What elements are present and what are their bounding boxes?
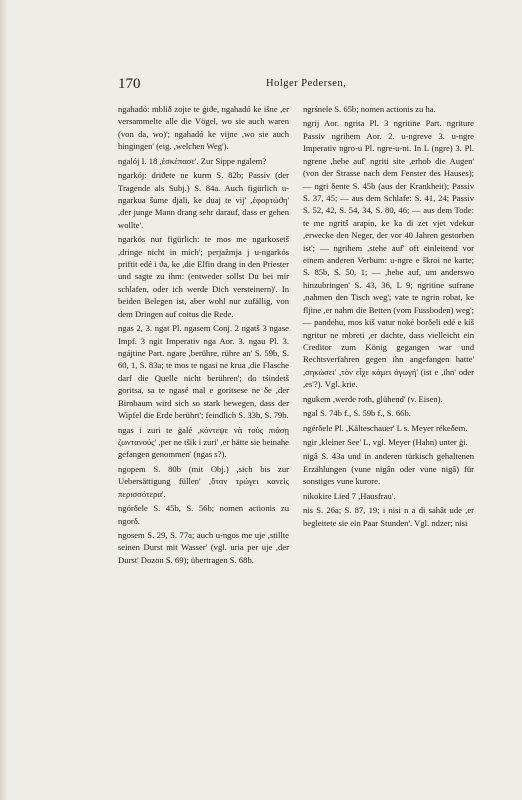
page-number: 170: [118, 76, 141, 92]
entry-ngrij: ngrij Aor. ngrita Pl. 3 ngritine Part. ngriture Passiv ngrihem Aor. 2. u-ngreve 3. u-ngre Imperativ ngro-u Pl. ngre-u-ni. In L (ngre) 3. Pl. ngrene ,hebe auf' ngriti site ,erhob die Augen' (von der Strasse nach dem Fenster des Hauses); — ngri δente S. 45b (aus der Krankheit); Passiv S. 37, 45; — aus dem Schlafe: S. 41, 24; Passiv S. 52, 42, S. 54, 34, S. 80, 46; — aus dem Tode: te me ngritš arapin, ke ka di zet vjet vdekur ,erwecke den Neger, der vor 40 Jahren gestorben ist'; — ngrihem ,stehe auf' oft einleitend vor einem anderen Verbum: u-ngre e škroi ne karte; S. 85b, S. 50, 1; — ,hebe auf, um anderswo hinzubringen' S. 43, 36, L 9; ngritine sufrane ,nahmen den Tisch weg'; vate te ngrin robat, ke fljine ,er nahm die Betten (vom Fussboden) weg'; — pandehu, mos kiš vatur noké borδeli edé e kiš ngritur ne mbreti ,er dachte, dass vielleicht ein Creditor zum König gegangen war und Rechtsverfahren gegen ihn angefangen hatte' ,σηκώσει' ,τὸν εἶχε κάμει ἀγωγή' (ist e ,ihn' oder ,es'?). Vgl. krie.: [303, 118, 474, 390]
entry-ngrsnele: ngrśnele S. 65b; nomen actionis zu ha.: [303, 104, 436, 114]
entry-ngordele: ngórδele S. 45b, S. 56b; nomen actionis zu ngorδ.: [118, 503, 289, 526]
entry-nikokire: nikokire Lied 7 ,Hausfrau'.: [303, 490, 396, 501]
left-column: [118, 103, 289, 568]
entry-ngir: ngir ,kleiner See' L, vgl. Meyer (Hahn) unter ģi.: [303, 436, 468, 447]
entry-ngahado: ngahadó: mbliδ zojte te ģiϑe, ngahadó ke išne ,er versammelte alle die Vögel, wo sie auch waren (von da, wo)'; ngahadó ke vijne ,wo sie auch hingingen' (eig. ,welchen Weg').: [118, 104, 289, 152]
page-edge-shadow: [0, 0, 8, 800]
entry-ngosem: ngosem S. 29, S. 77a; auch u-ngos me uje ,stillte seinen Durst mit Wasser' (vgl. uria per uje ,der Durst' Dozon S. 69); übertragen S. 68b.: [118, 529, 289, 565]
entry-ngarkoj: ngarkój: driϑete ne kurm S. 82b; Passiv (der Tragende als Subj.) S. 84a. Auch figürlich u-ngarkua šume djali, ke duaj te vij' ,ἐφορτώϑη' ,der junge Mann drang sehr darauf, dass er gehen wollte'.: [118, 170, 289, 230]
running-title: Holger Pedersen,: [266, 78, 347, 89]
entry-ngopem: ngopem S. 80b (mit Obj.) ,sich bis zur Uebersättigung füllen' ,ὅταν τρώγει κανεὶς περισσότερα'.: [118, 463, 289, 499]
entry-ngarkos: ngarkós nur figürlich: te mos me ngarkosetš ,dringe nicht in mich'; perjažmja j u-ngarkós priftit edé i ϑa, ke ,die Elfin drang in den Priester und sagte zu ihm: (entweder sollst Du bei mir schlafen, oder ich werde Dich versteinern)'. In beiden Belegen ist, aber wohl nur zufällig, von dem Dringen auf coitus die Rede.: [118, 234, 289, 319]
entry-niga: nigâ S. 43a und in anderen türkisch gehaltenen Erzählungen (vune nigân oder vune nigâ) für sonstiges vune kurore.: [303, 451, 474, 487]
entry-ngerdele: ngérδele Pl. ,Kälteschauer' L s. Meyer rékeδem.: [303, 422, 468, 433]
right-column: [303, 103, 474, 531]
entry-ngukem: ngukem ,werde roth, glühend' (v. Eisen).: [303, 393, 443, 404]
entry-nis: nis S. 26a; S. 87, 19; i nisi n a di sahât ude ,er begleitete sie ein Paar Stunden'. Vgl. ndzer; nisi: [303, 505, 474, 528]
entry-ngas-i-zuri: ngas i zuri te ģalé ,κόντεψε νὰ τοὺς πιάσῃ ζωντανούς' ,per ne tšik i zuri' ,er hätte sie beinahe gefangen genommen' (ngas s?).: [118, 424, 289, 460]
entry-ngaloj: ngalój I. 18 ,ἐσκέπασε'. Zur Sippe ngalem?: [118, 155, 267, 166]
entry-ngal: ngal S. 74b f., S. 59b f., S. 66b.: [303, 408, 411, 419]
entry-ngas: ngas 2, 3. ngat Pl. ngasem Conj. 2 ngatš 3 ngase Impf. 3 ngit Imperativ nga Aor. 3. ngau Pl. 3. ngájtine Part. ngare ,berühre, rühre an' S. 59b, S. 60, 1, S. 83a; te mos te ngasi ne krua ,die Flasche darf die Quelle nicht berühren'; do tśindetš goritsa, sa te ngasé mal e goritsese ne δe ,der Birnbaum wird sich so stark bewegen, dass der Wipfel die Erde berührt'; feindlich S. 33b, S. 79b.: [118, 323, 289, 421]
running-header: [118, 76, 473, 92]
